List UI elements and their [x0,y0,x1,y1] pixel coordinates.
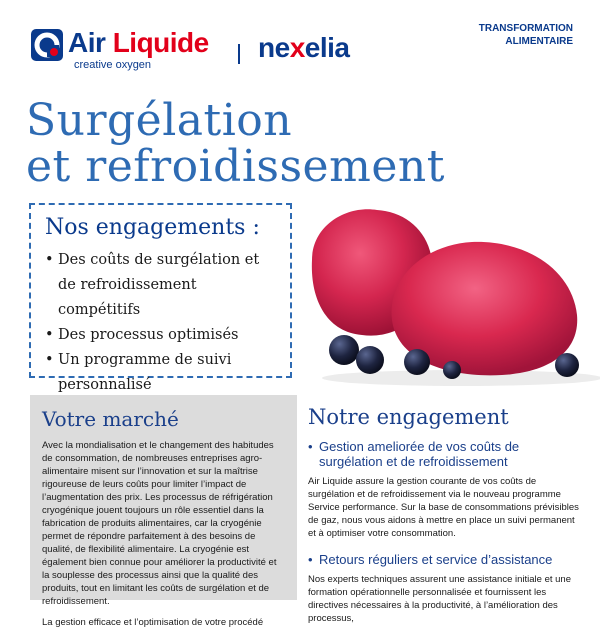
title-line1: Surgélation [26,95,293,146]
category-label [479,22,573,48]
nexelia-logo [258,32,349,64]
engagement-item: • Un programme de suivi personnalisé [45,348,276,398]
engagement-item: • Des processus optimisés [45,323,276,348]
nexelia-part1: ne [258,32,290,63]
brand-name-liquide: Liquide [112,27,209,58]
nexelia-x: x [289,32,305,63]
engagement-paragraph: Air Liquide assure la gestion courante de vos coûts de surgélation et de refroidissement via le nouveau programme Service performance. Sur la base de consommations prévisibles de gaz, nous vous aidons à mettre en place un suivi permanent et à optimiser votre consommation. [308,476,579,539]
category-line1: TRANSFORMATION [478,23,573,34]
air-liquide-logo-mark-icon [30,28,64,62]
header [0,0,600,90]
title-line2: et refroidissement [26,141,445,192]
blueberry [443,361,461,379]
logo-separator [238,44,240,64]
votre-marche-paragraph: La gestion efficace et l’optimisation de votre procédé [42,617,264,628]
votre-marche-heading: Votre marché [42,407,179,431]
blueberry [404,349,430,375]
engagements-box [29,203,292,393]
engagement-item: • Des coûts de surgélation et de refroidissement compétitifs [45,248,276,323]
page-title [26,95,445,192]
brand-tagline: creative oxygen [74,59,152,71]
engagement-subheading: • Retours réguliers et service d’assistance [308,552,580,567]
blueberry [356,346,384,374]
votre-marche-paragraph: Avec la mondialisation et le changement des habitudes de consommation, de nombreuses entreprises agro-alimentaire misent sur l’innovation et sur la maîtrise rigoureuse de leurs coûts pour limiter l’impact de l’augmentation des prix. Les processus de réfrigération cryogénique jouent toujours un rôle essentiel dans la fabrication de produits alimentaires, car la cryogénie permet de répondre parfaitement à des besoins de qualité, de flexibilité alimentaire. La cryogénie est également bien connue pour améliorer la productivité et la souplesse des processus ainsi que la qualité des produits, tout en limitant les coûts de surgélation et de refroidissement. [42,440,277,607]
nexelia-part3: elia [304,32,350,63]
category-line2: ALIMENTAIRE [505,36,573,47]
engagements-heading: Nos engagements : [45,215,260,240]
brand-name [68,28,209,58]
brand-name-air: Air [68,27,106,58]
votre-marche-section [30,395,297,628]
blueberry [555,353,579,377]
engagement-paragraph: Nos experts techniques assurent une assistance initiale et une formation opérationnelle personnalisée et fournissent les directives nécessaires à la productivité, à l’amélioration des processus, [308,574,571,624]
notre-engagement-heading: Notre engagement [308,405,509,429]
sorbet-photo [302,200,600,383]
air-liquide-logo [30,28,209,62]
engagement-subheading: • Gestion ameliorée de vos coûts de surgélation et de refroidissement [308,439,580,469]
engagements-list [45,248,276,398]
blueberry [329,335,359,365]
notre-engagement-section [308,405,580,637]
